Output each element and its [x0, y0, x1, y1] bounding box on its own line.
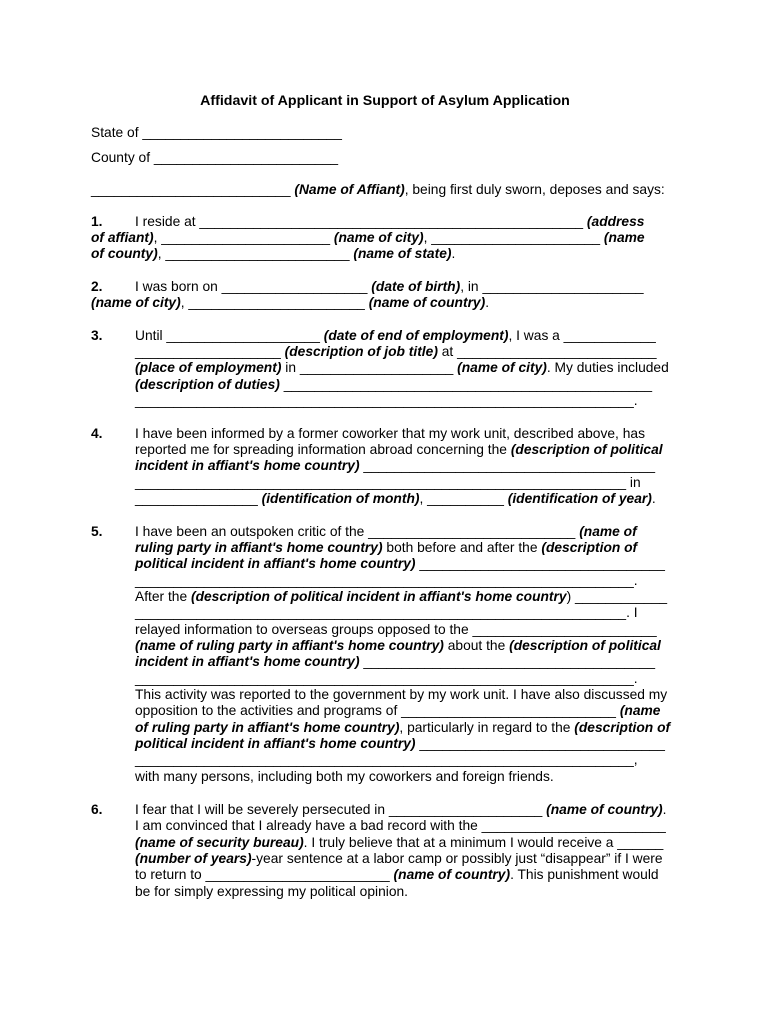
p5-hint: ruling party in affiant's home country)	[135, 540, 383, 555]
p5-hint: (name	[619, 703, 661, 718]
p1-hint: of county)	[91, 246, 158, 261]
p5-hint: (description of	[541, 540, 638, 555]
p3-line-5: _________________________________________________________________.	[135, 393, 638, 408]
p4-text: reported me for spreading information abroad concerning the	[135, 442, 511, 457]
p5-line-4: _________________________________________________________________.	[135, 573, 638, 588]
p3-text: Until ____________________	[135, 328, 324, 343]
p6-text: .	[662, 802, 667, 817]
p6-text: I fear that I will be severely persecuted in ____________________	[135, 802, 547, 817]
p3-line-1	[135, 328, 656, 344]
p6-text: to return to ________________________	[135, 867, 394, 882]
p5-line-8	[135, 638, 661, 654]
p5-hint: of ruling party in affiant's home country)	[135, 720, 400, 735]
p4-text: , __________	[419, 491, 508, 506]
p2-text: , _______________________	[180, 295, 369, 310]
p4-line-2	[135, 442, 663, 458]
p5-hint: (name of	[579, 524, 637, 539]
p2-text: .	[485, 295, 490, 310]
p6-line-5	[135, 867, 659, 883]
p4-text: ______________________________________	[359, 458, 655, 473]
p6-line-6: be for simply expressing my political opinion.	[135, 884, 408, 899]
p2-text: , in _____________________	[460, 279, 644, 294]
p5-text: ) ____________	[566, 589, 668, 604]
p6-line-4	[135, 851, 663, 867]
p5-line-1	[135, 524, 637, 540]
document-title: Affidavit of Applicant in Support of Asylum Application	[200, 93, 570, 109]
p3-line-4	[135, 377, 652, 393]
p5-line-15: _________________________________________________________________,	[135, 752, 638, 767]
p3-hint: (name of city)	[457, 360, 547, 375]
p5-line-9	[135, 654, 655, 670]
p5-line-14	[135, 736, 665, 752]
affiant-line	[91, 182, 665, 198]
paragraph-number: 2.	[91, 279, 103, 294]
p1-hint: (address	[586, 214, 645, 229]
p4-text: ________________	[135, 491, 262, 506]
p1-text: , ________________________	[157, 246, 354, 261]
affiant-hint: (Name of Affiant)	[294, 182, 405, 197]
affiant-text: , being first duly sworn, deposes and says:	[404, 182, 665, 197]
p5-line-13	[135, 720, 670, 736]
p1-text: , ______________________	[153, 230, 334, 245]
p4-hint: (identification of year)	[507, 491, 652, 506]
p3-text: . My duties included	[546, 360, 669, 375]
p4-hint: (description of political	[510, 442, 663, 457]
p6-line-1	[135, 802, 667, 818]
p5-line-16: with many persons, including both my coworkers and foreign friends.	[135, 769, 554, 784]
p2-line-2	[91, 295, 489, 311]
p4-line-5	[135, 491, 656, 507]
paragraph-number: 3.	[91, 328, 103, 343]
p5-text: ______________________________________	[359, 654, 655, 669]
p2-hint: (name of country)	[368, 295, 486, 310]
p2-text: I was born on ___________________	[135, 279, 372, 294]
p5-hint: incident in affiant's home country)	[135, 654, 360, 669]
p1-text: .	[451, 246, 456, 261]
p3-line-2	[135, 344, 657, 360]
p6-text: . This punishment would	[510, 867, 659, 882]
p5-line-3	[135, 556, 665, 572]
p1-hint: of affiant)	[91, 230, 154, 245]
p5-hint: (name of ruling party in affiant's home country)	[135, 638, 444, 653]
p1-hint: (name	[603, 230, 645, 245]
p6-line-3	[135, 835, 663, 851]
p6-line-2: I am convinced that I already have a bad record with the ________________________	[135, 818, 666, 833]
p3-hint: (description of job title)	[284, 344, 438, 359]
paragraph-number: 4.	[91, 426, 103, 441]
p5-line-10: _________________________________________________________________.	[135, 671, 638, 686]
p1-text: I reside at __________________________________________________	[135, 214, 587, 229]
paragraph-number: 1.	[91, 214, 103, 229]
p1-line-1	[135, 214, 644, 230]
p1-line-3	[91, 246, 455, 262]
p2-line-1	[135, 279, 644, 295]
p2-hint: (name of city)	[91, 295, 181, 310]
affiant-blank: __________________________	[91, 182, 295, 197]
p5-hint: (description of	[574, 720, 671, 735]
p5-hint: political incident in affiant's home country)	[135, 556, 416, 571]
paragraph-number: 5.	[91, 524, 103, 539]
p5-hint: political incident in affiant's home country)	[135, 736, 416, 751]
p5-line-6: ________________________________________________________________. I	[135, 605, 638, 620]
p5-hint: (description of political	[509, 638, 661, 653]
p6-text: . I truly believe that at a minimum I would receive a ______	[303, 835, 664, 850]
p4-hint: (identification of month)	[261, 491, 420, 506]
p4-hint: incident in affiant's home country)	[135, 458, 360, 473]
p4-text: .	[651, 491, 656, 506]
p4-line-3	[135, 458, 655, 474]
p3-hint: (place of employment)	[135, 360, 282, 375]
p1-hint: (name of city)	[333, 230, 424, 245]
p4-line-1: I have been informed by a former coworker that my work unit, described above, has	[135, 426, 645, 441]
p5-line-11: This activity was reported to the government by my work unit. I have also discussed my	[135, 687, 668, 702]
p6-text: -year sentence at a labor camp or possibly just “disappear” if I were	[251, 851, 663, 866]
p1-line-2	[91, 230, 645, 246]
p3-line-3	[135, 360, 669, 376]
p5-text: , particularly in regard to the	[399, 720, 575, 735]
p5-text: about the	[443, 638, 510, 653]
p5-hint: (description of political incident in affiant's home country	[190, 589, 567, 604]
p6-hint: (name of security bureau)	[135, 835, 304, 850]
p5-text: ________________________________	[415, 736, 665, 751]
p5-line-2	[135, 540, 637, 556]
p6-hint: (name of country)	[393, 867, 511, 882]
p6-hint: (name of country)	[546, 802, 663, 817]
p2-hint: (date of birth)	[371, 279, 461, 294]
p6-hint: (number of years)	[135, 851, 252, 866]
p5-line-5	[135, 589, 667, 605]
p5-text: ________________________________	[415, 556, 665, 571]
p3-hint: (description of duties)	[135, 377, 280, 392]
p1-hint: (name of state)	[353, 246, 452, 261]
p5-line-7: relayed information to overseas groups opposed to the ________________________	[135, 622, 657, 637]
p3-text: in ____________________	[281, 360, 458, 375]
p1-text: , ______________________	[423, 230, 604, 245]
p5-line-12	[135, 703, 660, 719]
county-line: County of ________________________	[91, 150, 339, 165]
p5-text: both before and after the	[382, 540, 542, 555]
p5-text: After the	[135, 589, 191, 604]
p3-text: , I was a ____________	[508, 328, 656, 343]
p3-text: ________________________________________________	[279, 377, 653, 392]
p3-hint: (date of end of employment)	[323, 328, 509, 343]
p3-text: at __________________________	[437, 344, 657, 359]
state-line: State of __________________________	[91, 125, 342, 140]
p4-line-4: ________________________________________________________________ in	[135, 475, 641, 490]
paragraph-number: 6.	[91, 802, 103, 817]
p5-text: opposition to the activities and programs of ____________________________	[135, 703, 620, 718]
p5-text: I have been an outspoken critic of the ___________________________	[135, 524, 580, 539]
p3-text: ___________________	[135, 344, 285, 359]
